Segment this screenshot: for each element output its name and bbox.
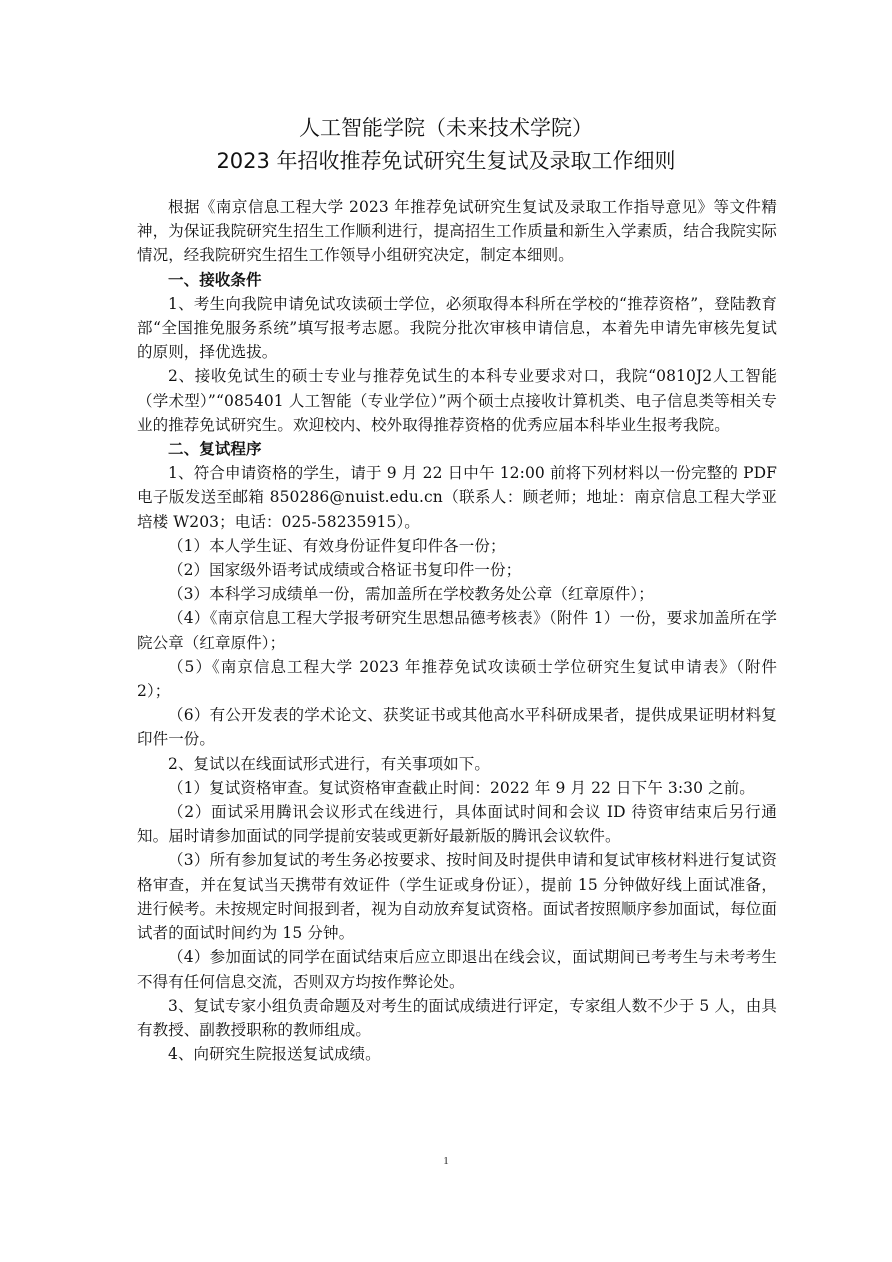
list-item: （4）参加面试的同学在面试结束后应立即退出在线会议，面试期间已考考生与未考考生不得有任何信息交流，否则双方均按作弊论处。 [137, 948, 777, 991]
list-item: （5）《南京信息工程大学 2023 年推荐免试攻读硕士学位研究生复试申请表》（附件 2）； [137, 657, 777, 701]
body-paragraph: 2、复试以在线面试形式进行，有关事项如下。 [168, 754, 490, 773]
list-item: （3）本科学习成绩单一份，需加盖所在学校教务处公章（红章原件）； [168, 585, 654, 604]
list-item: （1）本人学生证、有效身份证件复印件各一份； [168, 536, 506, 555]
intro-paragraph: 根据《南京信息工程大学 2023 年推荐免试研究生复试及录取工作指导意见》等文件精神，为保证我院研究生招生工作顺利进行，提高招生工作质量和新生入学素质，结合我院实际情况，经我院研究生招生工作领导小组研究决定，制定本细则。 [137, 198, 777, 265]
list-item: （6）有公开发表的学术论文、获奖证书或其他高水平科研成果者，提供成果证明材料复印件一份。 [137, 706, 777, 749]
document-body [137, 195, 777, 1066]
list-item: （3）所有参加复试的考生务必按要求、按时间及时提供申请和复试审核材料进行复试资格审查，并在复试当天携带有效证件（学生证或身份证），提前 15 分钟做好线上面试准备，进行候考。未按规定时间报到者，视为自动放弃复试资格。面试者按照顺序参加面试，每位面试者的面试时间约为 15 分钟。 [137, 851, 777, 943]
body-paragraph: 1、符合申请资格的学生，请于 9 月 22 日中午 12:00 前将下列材料以一份完整的 PDF 电子版发送至邮箱 850286@nuist.edu.cn（联系人：顾老师；地址：南京信息工程大学亚培楼 W203；电话：025-58235915）。 [137, 464, 777, 531]
body-paragraph: 2、接收免试生的硕士专业与推荐免试生的本科专业要求对口，我院“0810J2人工智能（学术型）”“085401 人工智能（专业学位）”两个硕士点接收计算机类、电子信息类等相关专业的推荐免试研究生。欢迎校内、校外取得推荐资格的优秀应届本科毕业生报考我院。 [137, 367, 777, 434]
list-item: （4）《南京信息工程大学报考研究生思想品德考核表》（附件 1）一份，要求加盖所在学院公章（红章原件）； [137, 609, 777, 652]
list-item: （2）面试采用腾讯会议形式在线进行，具体面试时间和会议 ID 待资审结束后另行通知。届时请参加面试的同学提前安装或更新好最新版的腾讯会议软件。 [137, 803, 777, 846]
section-heading: 一、接收条件 [168, 270, 262, 289]
list-item: （2）国家级外语考试成绩或合格证书复印件一份； [168, 561, 522, 580]
page-number: 1 [443, 1155, 449, 1167]
list-item: （1）复试资格审查。复试资格审查截止时间：2022 年 9 月 22 日下午 3:30 之前。 [168, 778, 755, 797]
body-paragraph: 4、向研究生院报送复试成绩。 [168, 1045, 381, 1064]
body-paragraph: 3、复试专家小组负责命题及对考生的面试成绩进行评定，专家组人数不少于 5 人，由具有教授、副教授职称的教师组成。 [137, 996, 777, 1039]
body-paragraph: 1、考生向我院申请免试攻读硕士学位，必须取得本科所在学校的“推荐资格”，登陆教育部“全国推免服务系统”填写报考志愿。我院分批次审核申请信息，本着先申请先审核先复试的原则，择优选拔。 [137, 294, 777, 362]
document-subtitle: 2023 年招收推荐免试研究生复试及录取工作细则 [216, 149, 676, 173]
document-title: 人工智能学院（未来技术学院） [299, 116, 593, 140]
section-heading: 二、复试程序 [168, 440, 262, 459]
